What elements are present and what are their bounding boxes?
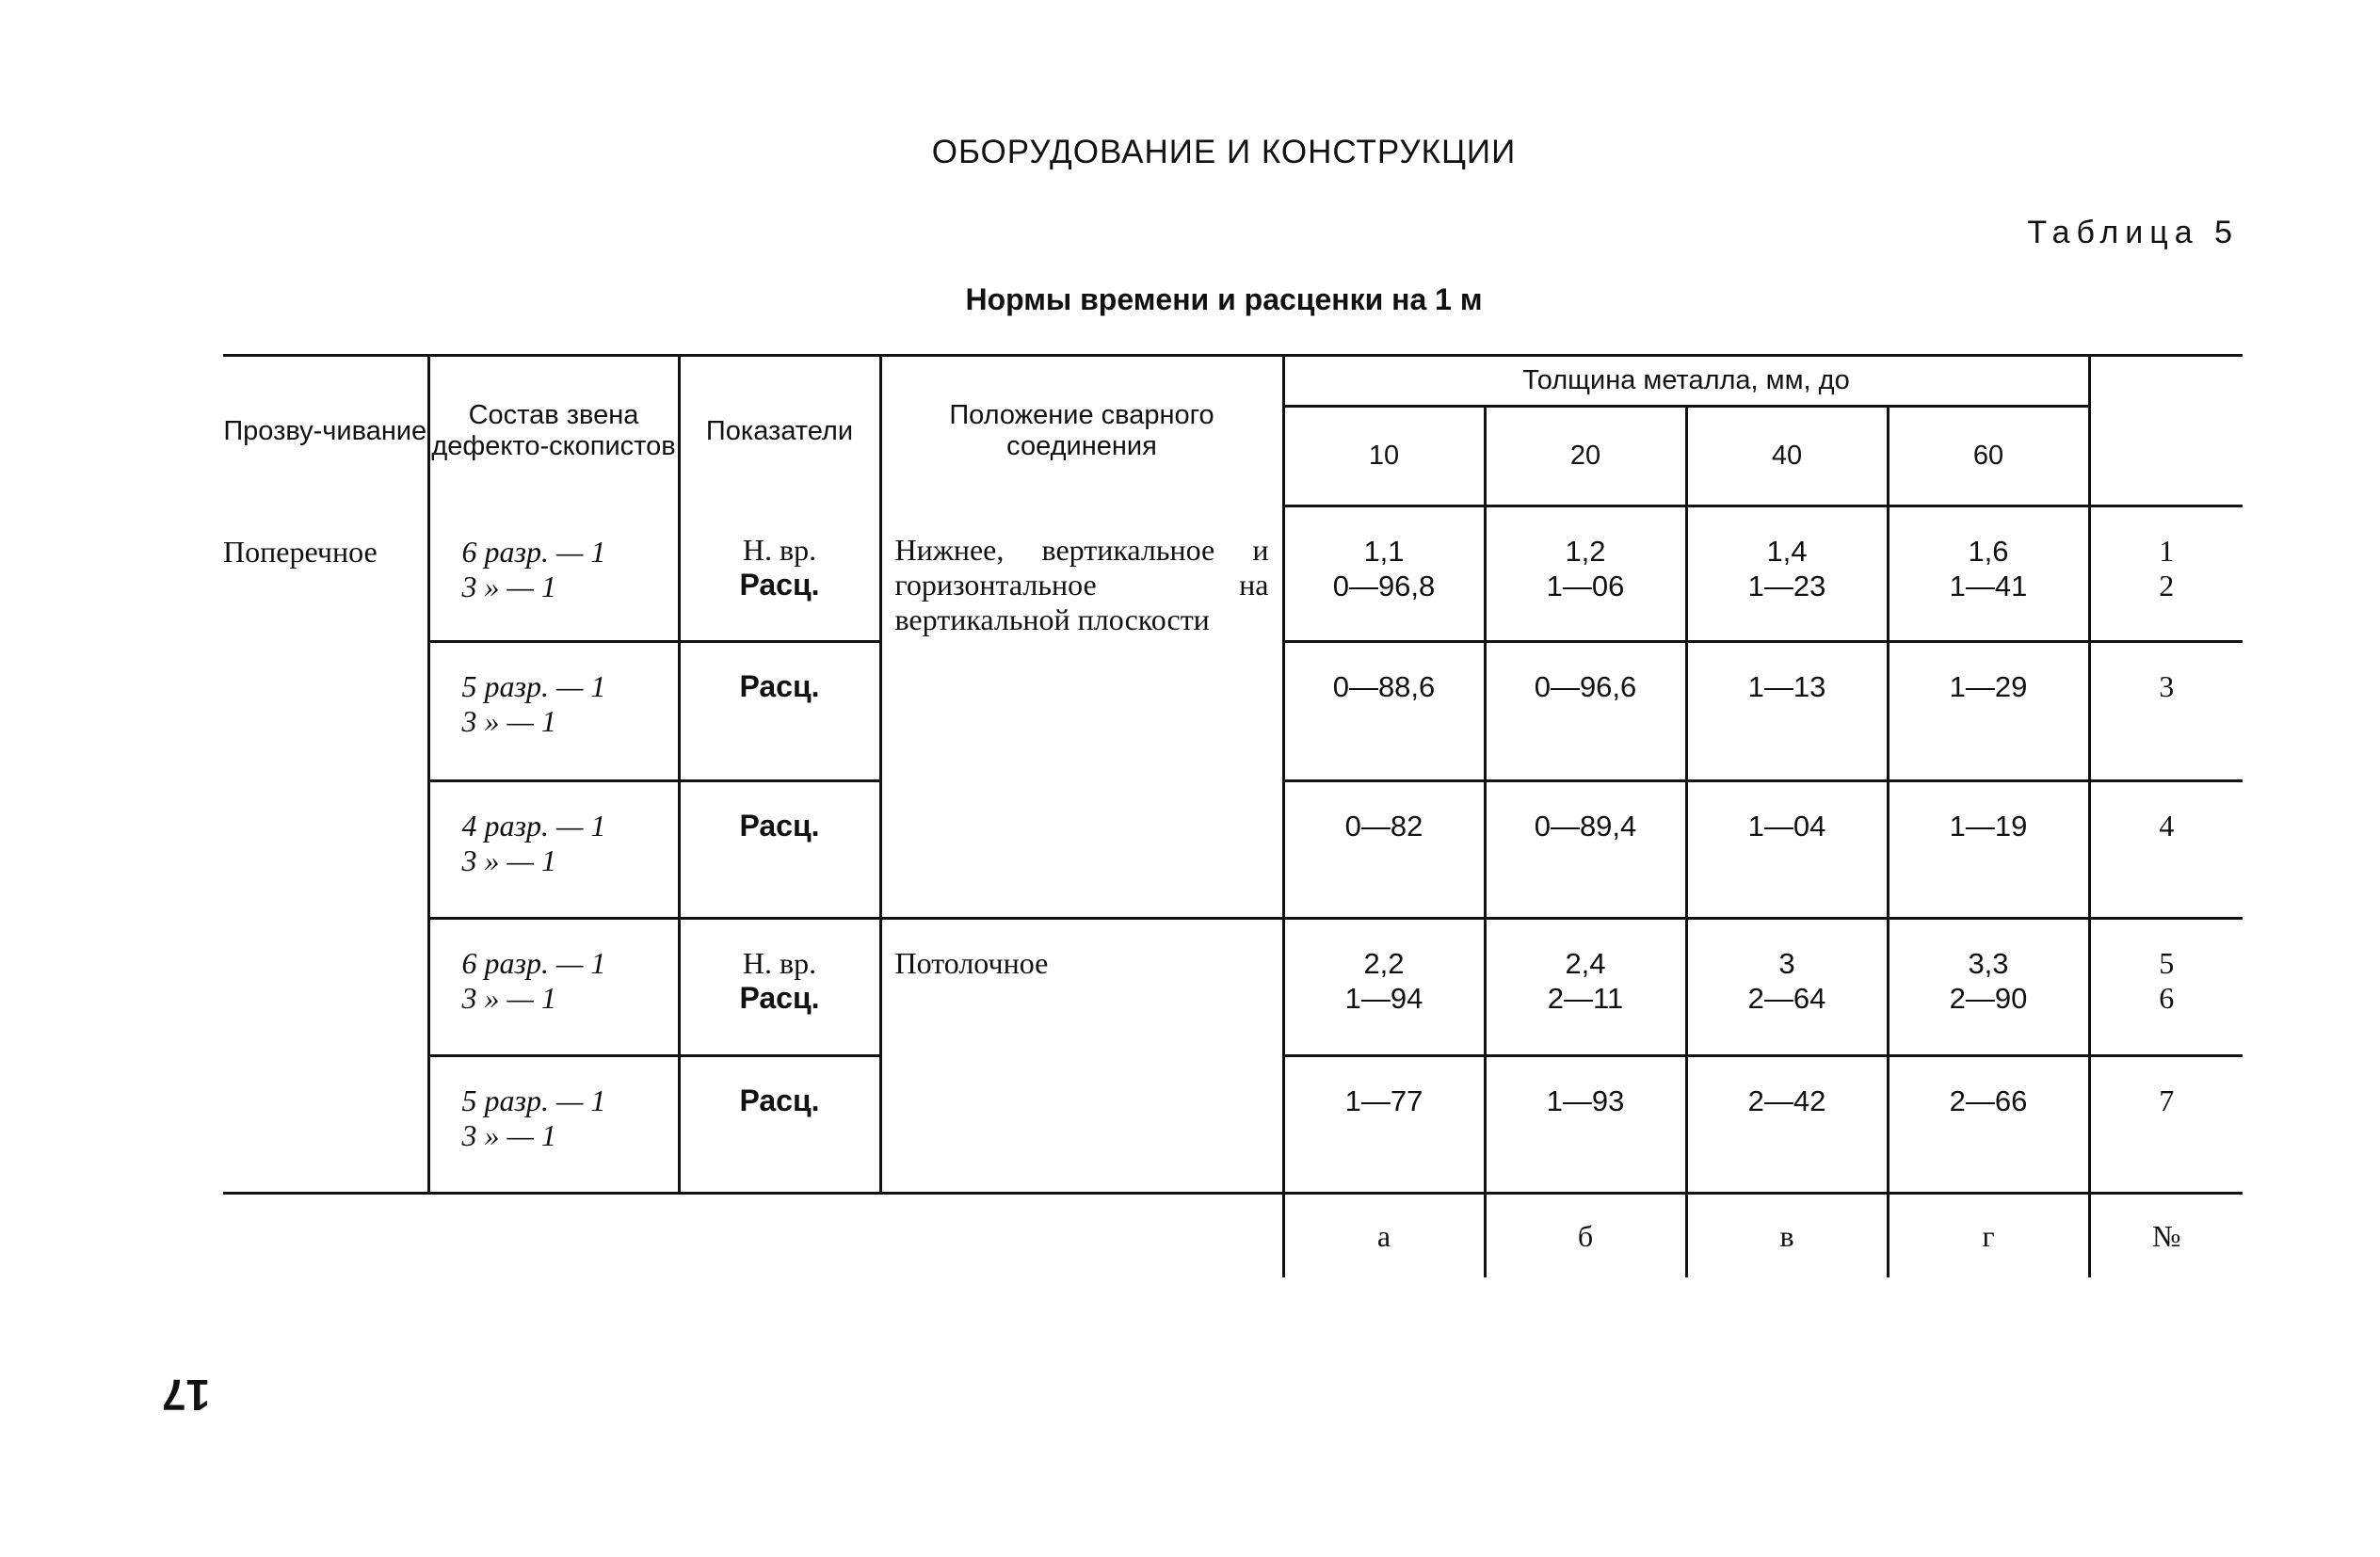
value-cell bbox=[1283, 642, 1485, 781]
value-cell bbox=[1686, 642, 1888, 781]
value-cell bbox=[1686, 919, 1888, 1056]
crew-line: 3 » — 1 bbox=[461, 981, 556, 1015]
page-number: 17 bbox=[162, 1371, 211, 1420]
value-rate: 1—29 bbox=[1949, 670, 2028, 703]
row-number-cell bbox=[2089, 781, 2243, 919]
value-rate: 0—89,4 bbox=[1534, 810, 1637, 843]
indicator-label: Расц. bbox=[739, 567, 820, 602]
weld-position-text: Нижнее, вертикальное и горизонтальное на вертикальной плоскости bbox=[894, 532, 1269, 636]
value-rate: 2—42 bbox=[1747, 1084, 1826, 1117]
value-cell bbox=[1888, 1056, 2089, 1194]
value-cell bbox=[1485, 1056, 1686, 1194]
indicator-label: Расц. bbox=[739, 669, 820, 703]
value-cell bbox=[1888, 506, 2089, 642]
value-norm: 3,3 bbox=[1968, 947, 2009, 980]
value-cell bbox=[1485, 506, 1686, 642]
crew-line: 3 » — 1 bbox=[461, 704, 556, 738]
value-norm: 1,1 bbox=[1363, 535, 1405, 568]
indicator-cell bbox=[679, 1056, 880, 1194]
header-thickness-40: 40 bbox=[1686, 407, 1888, 506]
value-rate: 1—41 bbox=[1949, 570, 2028, 602]
footer-letter: г bbox=[1888, 1194, 2089, 1278]
header-indicators: Показатели bbox=[679, 356, 880, 506]
value-cell bbox=[1283, 1056, 1485, 1194]
value-rate: 0—96,8 bbox=[1332, 570, 1436, 602]
header-thickness-60: 60 bbox=[1888, 407, 2089, 506]
norms-table bbox=[223, 354, 2243, 1277]
value-rate: 2—64 bbox=[1747, 982, 1826, 1015]
value-cell bbox=[1686, 506, 1888, 642]
value-rate: 0—88,6 bbox=[1332, 670, 1436, 703]
value-rate: 1—19 bbox=[1949, 810, 2028, 843]
value-rate: 0—82 bbox=[1344, 810, 1423, 843]
value-rate: 0—96,6 bbox=[1534, 670, 1637, 703]
value-norm: 2,4 bbox=[1565, 947, 1606, 980]
crew-cell bbox=[428, 919, 679, 1056]
value-rate: 2—66 bbox=[1949, 1084, 2028, 1117]
crew-cell bbox=[428, 1056, 679, 1194]
row-number-cell bbox=[2089, 642, 2243, 781]
value-cell bbox=[1283, 919, 1485, 1056]
header-weld-position: Положение сварного соединения bbox=[880, 356, 1283, 506]
value-rate: 1—93 bbox=[1546, 1084, 1625, 1117]
indicator-label: Н. вр. bbox=[742, 532, 817, 567]
header-crew: Состав звена дефекто-скопистов bbox=[428, 356, 679, 506]
value-rate: 1—94 bbox=[1344, 982, 1423, 1015]
crew-cell bbox=[428, 642, 679, 781]
row-number: 4 bbox=[2159, 809, 2175, 843]
weld-position-text: Потолочное bbox=[894, 946, 1049, 980]
weld-position-cell bbox=[880, 919, 1283, 1194]
value-cell bbox=[1283, 781, 1485, 919]
crew-line: 3 » — 1 bbox=[461, 843, 556, 877]
crew-line: 5 разр. — 1 bbox=[461, 1083, 606, 1117]
value-cell bbox=[1686, 1056, 1888, 1194]
crew-cell bbox=[428, 506, 679, 642]
value-rate: 1—23 bbox=[1747, 570, 1826, 602]
row-number-cell bbox=[2089, 1056, 2243, 1194]
row-number: 5 bbox=[2159, 946, 2175, 980]
row-number: 1 bbox=[2159, 534, 2175, 568]
header-number-blank bbox=[2089, 356, 2243, 506]
row-number-cell bbox=[2089, 919, 2243, 1056]
indicator-label: Расц. bbox=[739, 1083, 820, 1117]
header-thickness-group: Толщина металла, мм, до bbox=[1283, 356, 2089, 407]
weld-position-cell bbox=[880, 506, 1283, 919]
footer-letter: б bbox=[1485, 1194, 1686, 1278]
value-rate: 2—90 bbox=[1949, 982, 2028, 1015]
value-norm: 2,2 bbox=[1363, 947, 1405, 980]
value-norm: 3 bbox=[1778, 947, 1795, 980]
crew-line: 5 разр. — 1 bbox=[461, 669, 606, 703]
crew-line: 3 » — 1 bbox=[461, 569, 556, 603]
value-rate: 1—04 bbox=[1747, 810, 1826, 843]
footer-blank bbox=[223, 1194, 1283, 1278]
footer-letter: № bbox=[2089, 1194, 2243, 1278]
crew-line: 3 » — 1 bbox=[461, 1118, 556, 1152]
crew-line: 6 разр. — 1 bbox=[461, 534, 606, 569]
value-cell bbox=[1888, 919, 2089, 1056]
value-cell bbox=[1485, 642, 1686, 781]
value-norm: 1,6 bbox=[1968, 535, 2009, 568]
indicator-label: Расц. bbox=[739, 981, 820, 1015]
table-caption: Нормы времени и расценки на 1 м bbox=[965, 282, 1483, 316]
value-cell bbox=[1283, 506, 1485, 642]
indicator-cell bbox=[679, 506, 880, 642]
row-number: 6 bbox=[2159, 981, 2175, 1015]
header-thickness-10: 10 bbox=[1283, 407, 1485, 506]
indicator-label: Расц. bbox=[739, 809, 820, 843]
crew-line: 4 разр. — 1 bbox=[461, 809, 606, 843]
crew-cell bbox=[428, 781, 679, 919]
value-norm: 1,4 bbox=[1766, 535, 1808, 568]
crew-line: 6 разр. — 1 bbox=[461, 946, 606, 980]
sounding-cell bbox=[223, 506, 428, 1194]
row-number: 7 bbox=[2159, 1083, 2175, 1117]
footer-letter: в bbox=[1686, 1194, 1888, 1278]
value-cell bbox=[1686, 781, 1888, 919]
table-label: Таблица 5 bbox=[2027, 215, 2239, 250]
header-sounding: Прозву-чивание bbox=[223, 356, 428, 506]
indicator-label: Н. вр. bbox=[742, 946, 817, 980]
value-rate: 1—77 bbox=[1344, 1084, 1423, 1117]
footer-letter: а bbox=[1283, 1194, 1485, 1278]
value-rate: 1—06 bbox=[1546, 570, 1625, 602]
indicator-cell bbox=[679, 919, 880, 1056]
value-cell bbox=[1485, 919, 1686, 1056]
value-rate: 2—11 bbox=[1547, 982, 1624, 1015]
row-number: 2 bbox=[2159, 569, 2175, 602]
section-title: ОБОРУДОВАНИЕ И КОНСТРУКЦИИ bbox=[931, 134, 1517, 170]
value-cell bbox=[1888, 642, 2089, 781]
sounding-label: Поперечное bbox=[223, 534, 378, 569]
header-thickness-20: 20 bbox=[1485, 407, 1686, 506]
indicator-cell bbox=[679, 642, 880, 781]
row-number-cell bbox=[2089, 506, 2243, 642]
indicator-cell bbox=[679, 781, 880, 919]
value-rate: 1—13 bbox=[1747, 670, 1826, 703]
value-cell bbox=[1485, 781, 1686, 919]
row-number: 3 bbox=[2159, 669, 2175, 703]
value-norm: 1,2 bbox=[1565, 535, 1606, 568]
value-cell bbox=[1888, 781, 2089, 919]
